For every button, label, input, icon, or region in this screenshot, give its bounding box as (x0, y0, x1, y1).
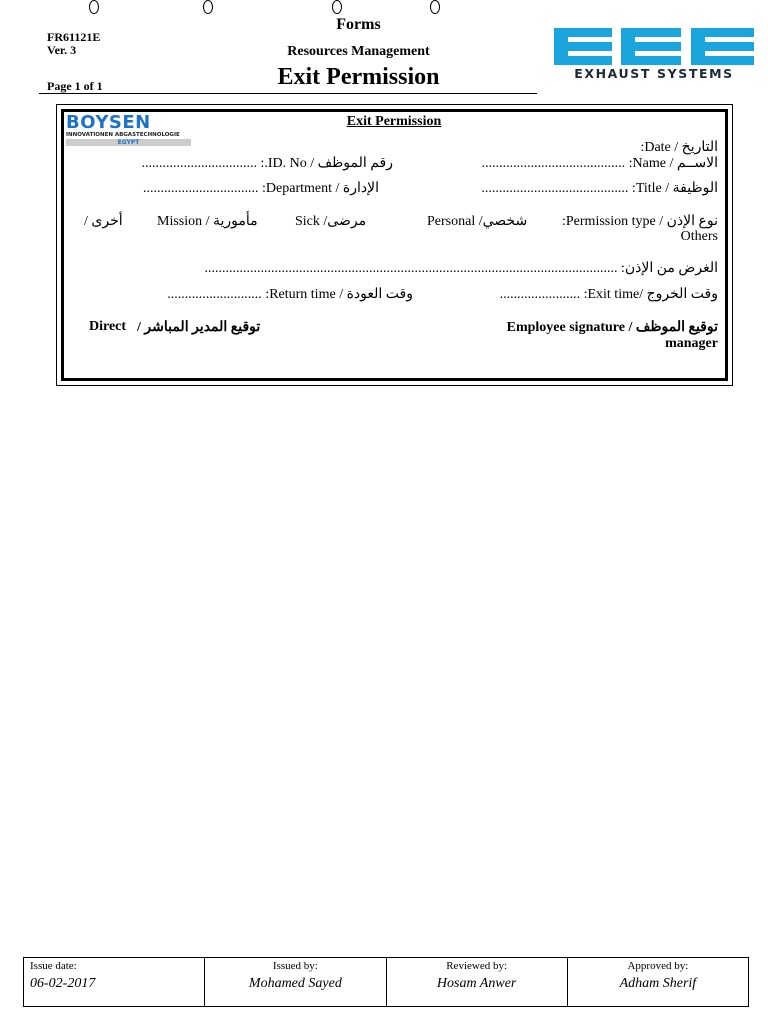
option-mission[interactable]: Mission / مأمورية (157, 214, 258, 229)
form-frame (56, 104, 733, 386)
boysen-name: BOYSEN (66, 112, 151, 133)
boysen-logo (66, 114, 191, 145)
title-field[interactable]: الوظيفة / Title: .......................................... (481, 181, 718, 196)
option-personal[interactable]: Personal /شخصي (427, 214, 528, 229)
return-time-field[interactable]: وقت العودة / Return time: ........................... (167, 287, 413, 302)
binder-hole (430, 0, 440, 14)
reviewed-by-cell (386, 958, 567, 1007)
option-other[interactable]: أخرى / (84, 214, 123, 229)
binder-hole (332, 0, 342, 14)
name-field[interactable]: الاســم / Name: ......................................... (481, 156, 718, 171)
form-heading: Exit Permission (346, 114, 442, 129)
issue-date-value: 06-02-2017 (30, 976, 96, 991)
manager-signature-ar: توقيع المدير المباشر / (137, 320, 261, 335)
purpose-field[interactable]: الغرض من الإذن: ...................................................................................................................... (204, 261, 718, 276)
permission-type-label: نوع الإذن / Permission type: (562, 214, 718, 229)
issue-date-cell (24, 958, 205, 1007)
boysen-tagline: INNOVATIONEN ABGASTECHNOLOGIE (66, 132, 180, 138)
approved-by-label: Approved by: (627, 960, 689, 972)
binder-hole (203, 0, 213, 14)
reviewed-by-value: Hosam Anwer (436, 976, 517, 991)
header-divider (39, 93, 537, 94)
issue-date-label: Issue date: (30, 960, 77, 972)
department-label: Resources Management (287, 44, 430, 59)
approved-by-value: Adham Sherif (619, 976, 697, 991)
approved-by-cell (567, 958, 748, 1007)
bee-logo-tagline: EXHAUST SYSTEMS (574, 66, 734, 81)
page-title: Exit Permission (277, 64, 440, 90)
issued-by-value: Mohamed Sayed (248, 976, 342, 991)
binder-hole (89, 0, 99, 14)
forms-label: Forms (336, 16, 381, 33)
approval-table (23, 957, 749, 1007)
date-field[interactable]: التاريخ / Date: (640, 140, 718, 155)
reviewed-by-label: Reviewed by: (446, 960, 508, 972)
bee-logo (553, 28, 755, 84)
employee-signature: Employee signature / توقيع الموظف (506, 320, 718, 335)
issued-by-label: Issued by: (272, 960, 318, 972)
page-number: Page 1 of 1 (47, 79, 103, 93)
form-code: FR61121E (47, 30, 101, 44)
option-sick[interactable]: Sick /مرضى (295, 214, 367, 229)
id-field[interactable]: رقم الموظف / ID. No.: ................................. (141, 156, 393, 171)
department-field[interactable]: الإدارة / Department: ................................. (143, 181, 379, 196)
issued-by-cell (205, 958, 386, 1007)
exit-time-field[interactable]: وقت الخروج /Exit time: ....................... (499, 287, 718, 302)
manager-signature-en: Direct (89, 319, 127, 334)
form-version: Ver. 3 (47, 43, 77, 57)
option-others-label: Others (680, 229, 718, 244)
boysen-region: EGYPT (66, 139, 191, 146)
manager-label: manager (665, 336, 718, 351)
